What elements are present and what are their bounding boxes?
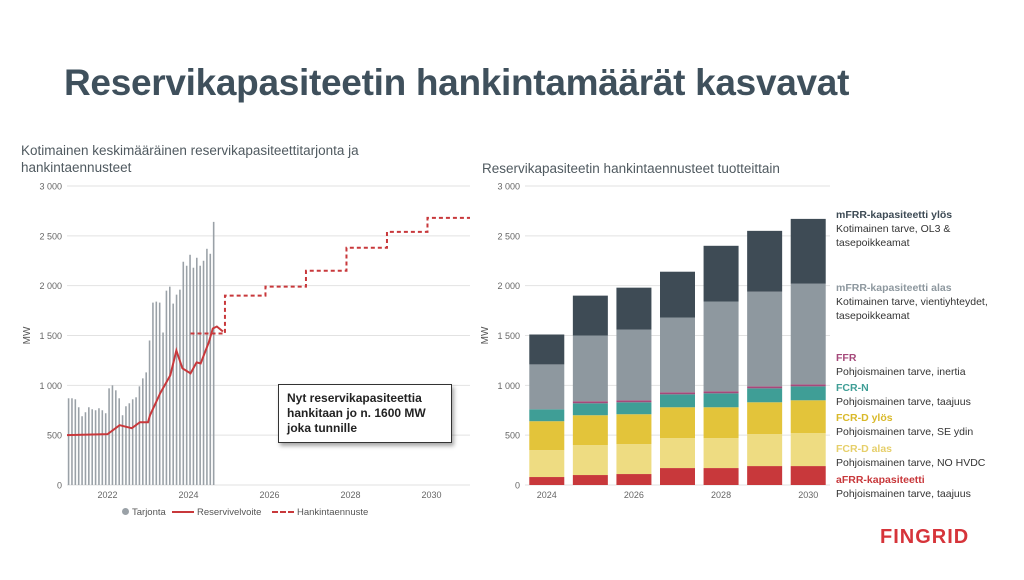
stacked-bar-segment (791, 466, 826, 485)
y-tick-label: 500 (46, 430, 62, 441)
legend-name: FFR (836, 352, 857, 364)
stacked-bar-segment (704, 438, 739, 468)
legend-name: mFRR-kapasiteetti alas (836, 282, 952, 294)
stacked-bar-segment (791, 284, 826, 385)
stacked-bar-segment (616, 288, 651, 330)
stacked-bar-segment (660, 438, 695, 468)
legend-mfrr-ylos (836, 208, 1024, 250)
stacked-bar-segment (660, 392, 695, 394)
stacked-bar-segment (529, 421, 564, 450)
y-tick-label: 1 500 (497, 331, 520, 341)
y-tick-label: 2 000 (39, 281, 62, 292)
legend-dashed-line-icon (272, 511, 294, 513)
stacked-bar-segment (704, 407, 739, 438)
stacked-bar-segment (573, 403, 608, 415)
stacked-bar-segment (616, 402, 651, 414)
legend-fcr-d-ylos (836, 411, 973, 439)
y-tick-label: 1 000 (39, 380, 62, 391)
legend-name: aFRR-kapasiteetti (836, 474, 925, 486)
legend-item-reservivelvoite (172, 507, 261, 518)
page-title: Reservikapasiteetin hankintamäärät kasvavat (64, 62, 850, 103)
stacked-bar-segment (529, 450, 564, 477)
stacked-bar-segment (747, 466, 782, 485)
legend-desc: Pohjoismainen tarve, taajuus (836, 488, 971, 500)
y-tick-label: 2 500 (497, 231, 520, 242)
stacked-bar-segment (747, 231, 782, 292)
legend-name: FCR-D ylös (836, 412, 893, 424)
left-chart-title: Kotimainen keskimääräinen reservikapasiteettitarjonta ja hankintaennusteet (21, 143, 359, 175)
legend-afrr (836, 473, 971, 501)
stacked-bar-segment (573, 445, 608, 475)
legend-name: FCR-D alas (836, 443, 893, 455)
stacked-bar-segment (616, 414, 651, 444)
stacked-bar-segment (791, 386, 826, 400)
right-chart-title: Reservikapasiteetin hankintaennusteet tuotteittain (482, 161, 780, 176)
stacked-bar-segment (704, 302, 739, 392)
legend-label: Reservivelvoite (197, 507, 262, 518)
legend-name: FCR-N (836, 382, 869, 394)
stacked-bar-segment (791, 384, 826, 386)
stacked-bar-segment (704, 246, 739, 302)
legend-name: mFRR-kapasiteetti ylös (836, 209, 953, 221)
x-tick-label: 2022 (97, 490, 118, 500)
stacked-bar-segment (529, 409, 564, 421)
x-tick-label: 2028 (340, 490, 361, 500)
x-tick-label: 2026 (623, 490, 644, 500)
stacked-bar-segment (573, 336, 608, 402)
y-tick-label: 0 (514, 480, 520, 491)
x-tick-label: 2030 (798, 490, 819, 500)
stacked-bar-segment (573, 475, 608, 485)
legend-label: Tarjonta (132, 507, 166, 518)
x-tick-label: 2028 (711, 490, 732, 500)
stacked-bar-segment (747, 388, 782, 402)
stacked-bar-segment (616, 330, 651, 401)
legend-fcr-n (836, 381, 971, 409)
stacked-bar-segment (616, 444, 651, 474)
legend-desc: Kotimainen tarve, vientiyhteydet, tasepoikkeamat (836, 296, 988, 322)
y-tick-label: 3 000 (497, 181, 520, 192)
y-tick-label: 0 (56, 480, 62, 491)
stacked-bar-segment (704, 391, 739, 393)
stacked-bar-segment (791, 433, 826, 466)
stacked-bar-segment (791, 400, 826, 433)
y-tick-label: 2 500 (39, 231, 62, 242)
annotation-callout: Nyt reservikapasiteettia hankitaan jo n. 1600 MW joka tunnille (278, 384, 452, 443)
legend-desc: Kotimainen tarve, OL3 & tasepoikkeamat (836, 223, 951, 249)
stacked-bar-segment (747, 434, 782, 466)
y-axis-label: MW (22, 326, 33, 345)
stacked-bar-segment (616, 474, 651, 485)
fingrid-logo: FINGRID (880, 526, 970, 548)
y-tick-label: 3 000 (39, 181, 62, 192)
stacked-bar-segment (747, 386, 782, 388)
stacked-bar-segment (660, 318, 695, 393)
legend-line-icon (172, 511, 194, 513)
x-tick-label: 2026 (259, 490, 280, 500)
x-tick-label: 2030 (421, 490, 442, 500)
legend-item-tarjonta (122, 507, 166, 518)
stacked-bar-segment (747, 292, 782, 387)
legend-desc: Pohjoismainen tarve, SE ydin (836, 426, 974, 438)
stacked-bar-segment (529, 335, 564, 365)
stacked-bar-segment (529, 364, 564, 409)
stacked-bar-segment (791, 219, 826, 284)
legend-desc: Pohjoismainen tarve, inertia (836, 366, 966, 378)
legend-ffr (836, 351, 966, 379)
stacked-bar-segment (573, 415, 608, 445)
stacked-bar-segment (660, 468, 695, 485)
stacked-bar-segment (529, 477, 564, 485)
stacked-bar-segment (573, 296, 608, 336)
legend-desc: Pohjoismainen tarve, NO HVDC (836, 457, 986, 469)
stacked-bar-segment (660, 272, 695, 318)
stacked-bar-segment (704, 468, 739, 485)
legend-fcr-d-alas (836, 442, 985, 470)
legend-desc: Pohjoismainen tarve, taajuus (836, 396, 971, 408)
y-tick-label: 1 500 (39, 331, 62, 341)
legend-item-hankintaennuste (272, 507, 368, 518)
y-tick-label: 2 000 (497, 281, 520, 292)
y-tick-label: 1 000 (497, 380, 520, 391)
stacked-bar-segment (660, 407, 695, 438)
stacked-bar-segment (747, 402, 782, 434)
stacked-bar-segment (616, 400, 651, 402)
legend-dot-icon (122, 508, 129, 515)
legend-label: Hankintaennuste (297, 507, 369, 518)
x-tick-label: 2024 (178, 490, 199, 500)
stacked-bar-segment (704, 393, 739, 407)
stacked-bar-segment (573, 401, 608, 403)
legend-mfrr-alas (836, 281, 1012, 323)
stacked-bar-segment (660, 394, 695, 407)
y-axis-label: MW (480, 326, 491, 345)
y-tick-label: 500 (504, 430, 520, 441)
x-tick-label: 2024 (536, 490, 557, 500)
